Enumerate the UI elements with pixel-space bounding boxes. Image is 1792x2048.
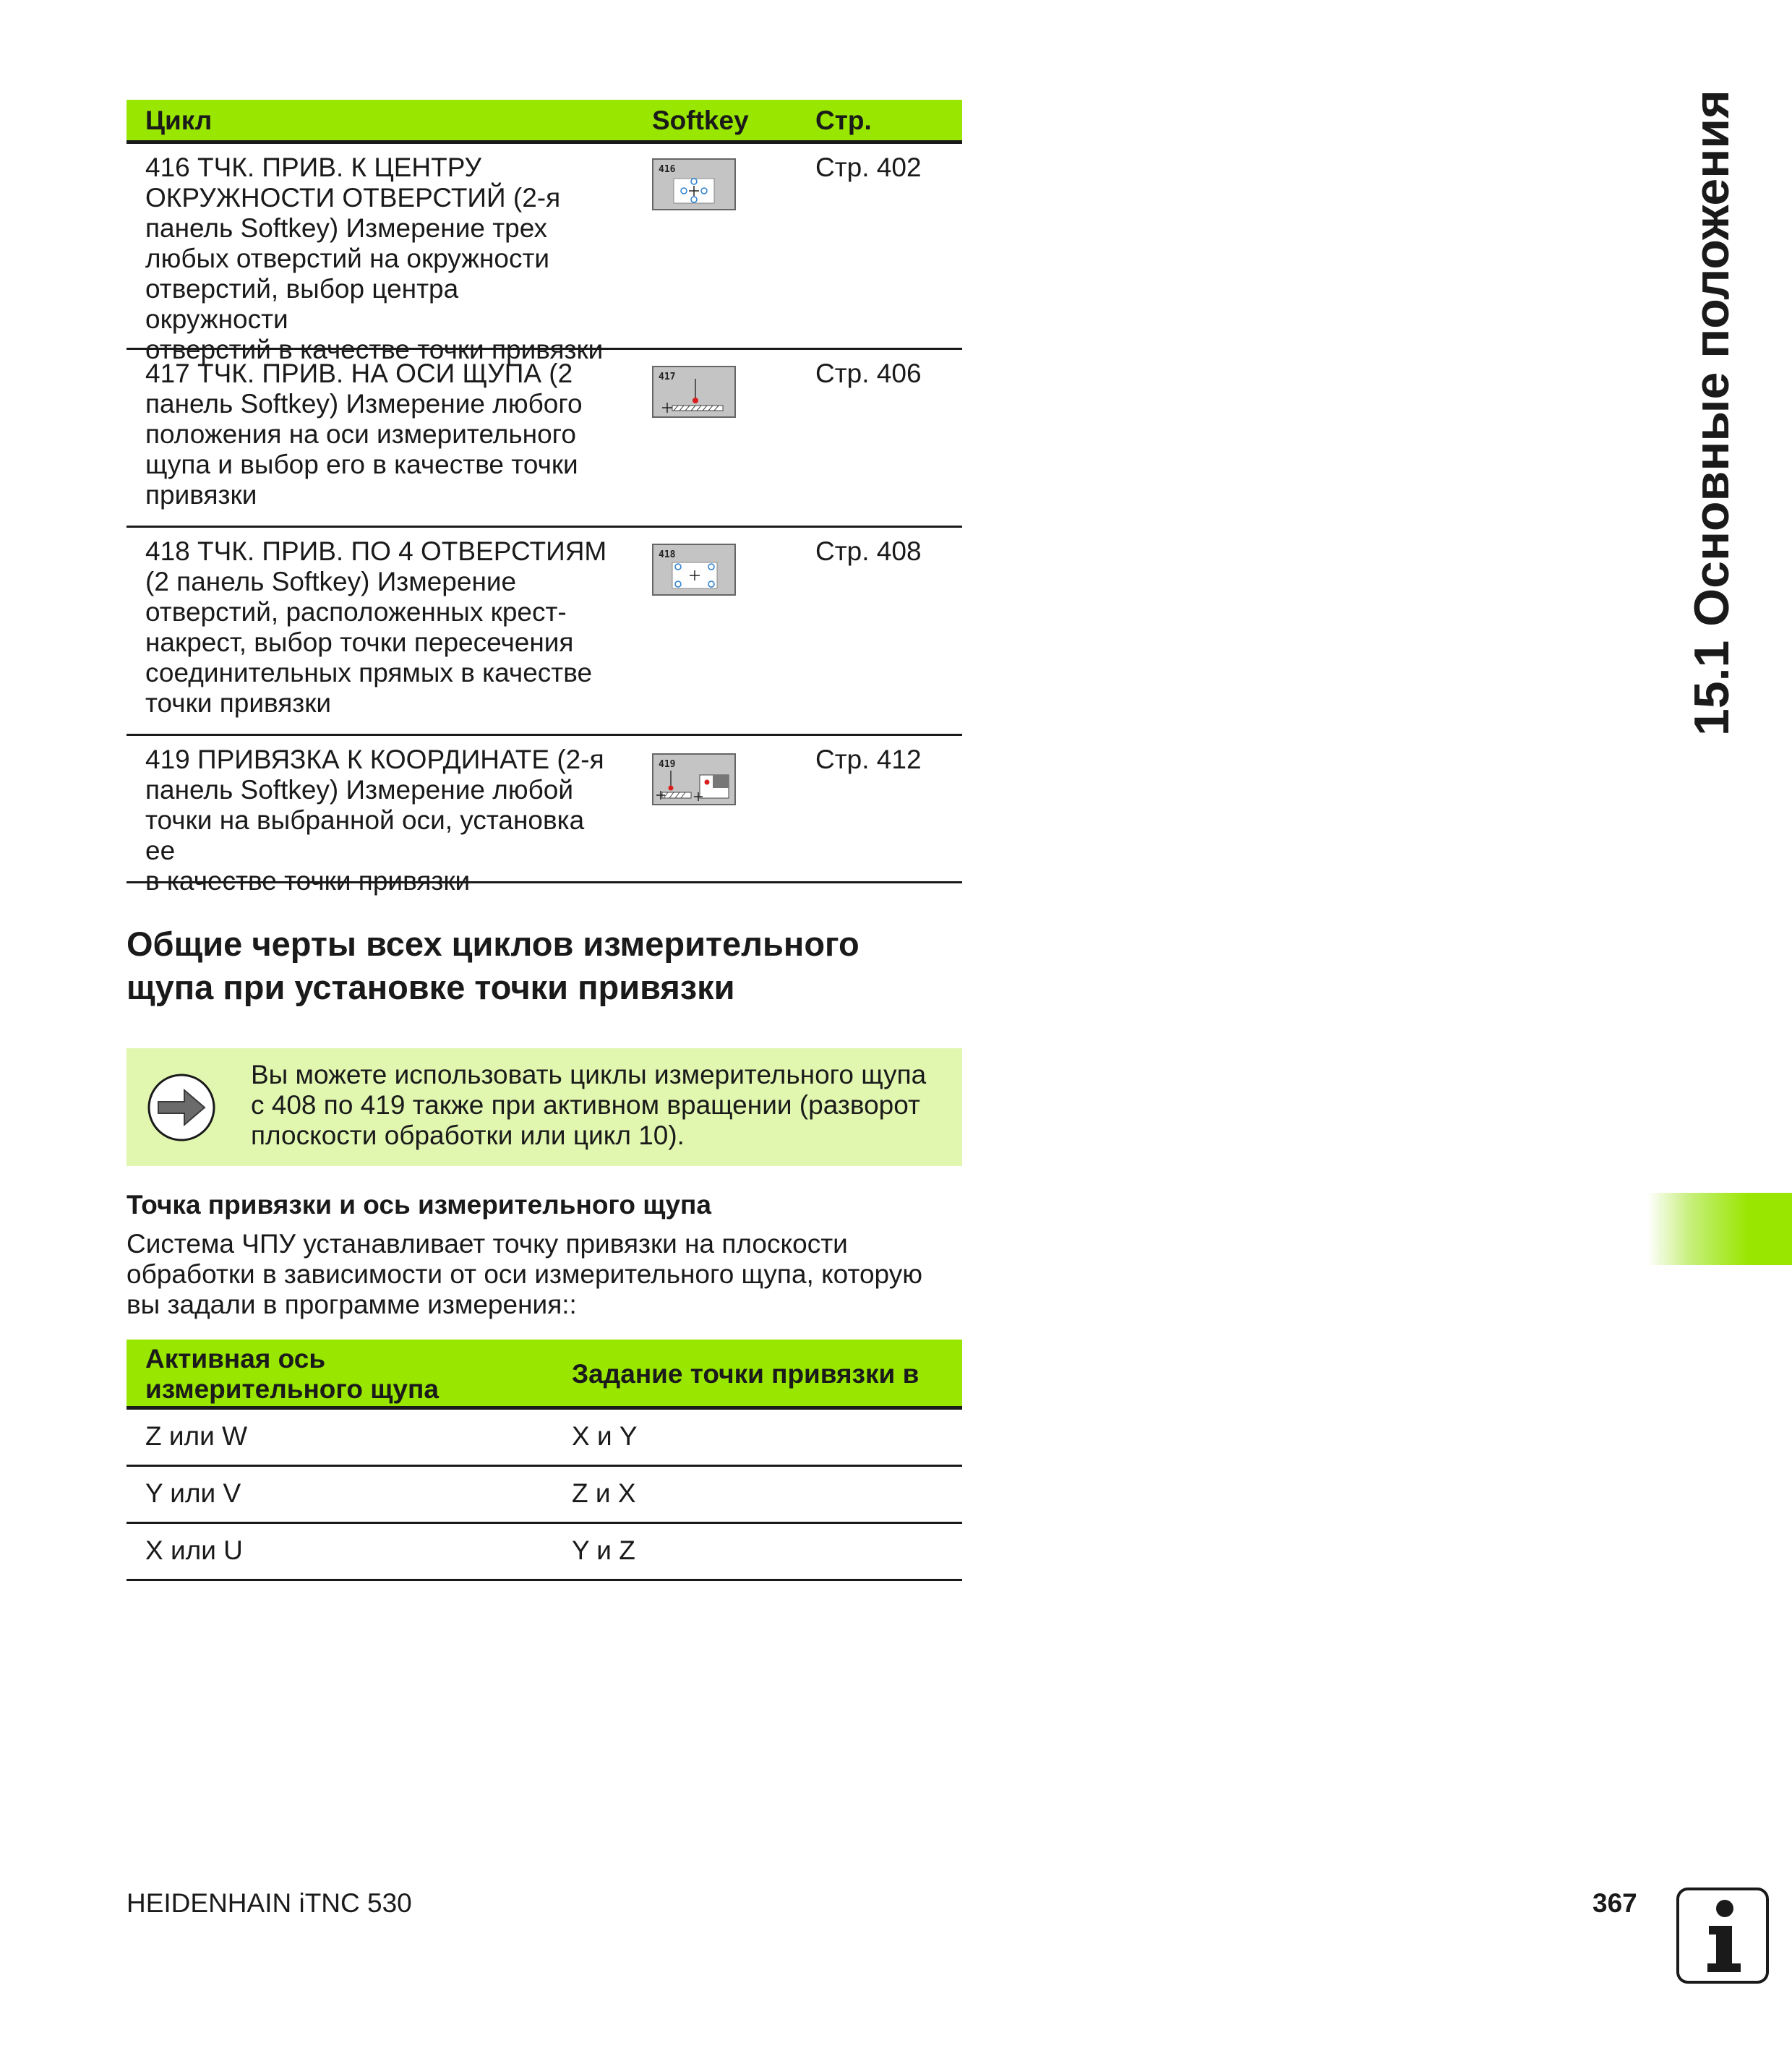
- axis-cell: X или U: [145, 1535, 243, 1565]
- info-icon: [1676, 1887, 1770, 1988]
- desc-line: точки привязки: [145, 688, 332, 718]
- softkey-418-button[interactable]: [652, 544, 736, 596]
- header-line: измерительного щупа: [145, 1374, 439, 1404]
- chapter-tab-marker: [1647, 1193, 1792, 1265]
- section-title: [127, 922, 965, 1009]
- axis-table-header: [127, 1340, 962, 1410]
- footer-product: HEIDENHAIN iTNC 530: [127, 1888, 412, 1918]
- svg-text:416: 416: [659, 164, 676, 175]
- desc-line: 418 ТЧК. ПРИВ. ПО 4 ОТВЕРСТИЯМ: [145, 536, 607, 566]
- desc-line: панель Softkey) Измерение трех: [145, 213, 548, 243]
- desc-line: положения на оси измерительного: [145, 419, 576, 449]
- desc-line: щупа и выбор его в качестве точки: [145, 450, 578, 479]
- note-box: [127, 1048, 962, 1166]
- desc-line: отверстий в качестве точки привязки: [145, 335, 604, 364]
- table-row: [127, 1467, 962, 1524]
- header-page: Стр.: [815, 106, 872, 135]
- table-row: [127, 528, 962, 736]
- softkey-416-button[interactable]: [652, 158, 736, 210]
- arrow-right-icon: [147, 1073, 216, 1146]
- desc-line: привязки: [145, 480, 257, 510]
- note-line: Вы можете использовать циклы измерительного щупа: [251, 1060, 927, 1089]
- desc-line: отверстий, выбор центра окружности: [145, 274, 459, 334]
- desc-line: 416 ТЧК. ПРИВ. К ЦЕНТРУ: [145, 153, 482, 182]
- section-title-line: Общие черты всех циклов измерительного: [127, 925, 859, 963]
- circle-holes-center-icon: [652, 158, 736, 210]
- header-line: Активная ось: [145, 1344, 326, 1374]
- desc-line: соединительных прямых в качестве: [145, 658, 593, 687]
- body-line: Система ЧПУ устанавливает точку привязки на плоскости: [127, 1229, 848, 1259]
- cycle-description: [145, 359, 608, 510]
- desc-line: 417 ТЧК. ПРИВ. НА ОСИ ЩУПА (2: [145, 359, 573, 388]
- table-row: [127, 144, 962, 364]
- table-row: [127, 736, 962, 896]
- note-line: с 408 по 419 также при активном вращении (разворот: [251, 1090, 920, 1120]
- cycle-description: [145, 536, 608, 719]
- note-line: плоскости обработки или цикл 10).: [251, 1121, 685, 1150]
- page-reference: Стр. 402: [815, 153, 922, 182]
- subsection-heading: Точка привязки и ось измерительного щупа: [127, 1190, 711, 1220]
- datum-cell: X и Y: [572, 1421, 638, 1451]
- table-row: [127, 1524, 962, 1581]
- desc-line: накрест, выбор точки пересечения: [145, 627, 574, 657]
- desc-line: 419 ПРИВЯЗКА К КООРДИНАТЕ (2-я: [145, 745, 604, 774]
- axis-cell: Y или V: [145, 1478, 241, 1508]
- desc-line: отверстий, расположенных крест-: [145, 597, 567, 627]
- cycle-description: [145, 745, 608, 896]
- body-paragraph: [127, 1229, 965, 1320]
- table-row: [127, 1410, 962, 1467]
- page-reference: Стр. 412: [815, 745, 922, 774]
- four-holes-icon: [652, 544, 736, 596]
- page-number: 367: [1592, 1888, 1637, 1918]
- table-row: [127, 350, 962, 528]
- cycles-table-header: [127, 100, 962, 144]
- touch-probe-axis-icon: [652, 366, 736, 418]
- svg-text:419: 419: [659, 759, 676, 770]
- header-cycle: Цикл: [145, 106, 213, 135]
- desc-line: (2 панель Softkey) Измерение: [145, 567, 517, 596]
- desc-line: панель Softkey) Измерение любой: [145, 775, 573, 805]
- note-text: [251, 1060, 952, 1151]
- header-active-axis: [145, 1344, 521, 1405]
- section-title-line: щупа при установке точки привязки: [127, 968, 735, 1006]
- svg-text:417: 417: [659, 372, 676, 382]
- header-datum-in: Задание точки привязки в: [572, 1359, 919, 1389]
- header-softkey: Softkey: [652, 106, 749, 135]
- single-axis-datum-icon: [652, 753, 736, 805]
- desc-line: любых отверстий на окружности: [145, 244, 550, 273]
- desc-line: в качестве точки привязки: [145, 866, 471, 896]
- body-line: обработки в зависимости от оси измерительного щупа, которую: [127, 1259, 922, 1289]
- desc-line: панель Softkey) Измерение любого: [145, 389, 583, 419]
- softkey-417-button[interactable]: [652, 366, 736, 418]
- softkey-419-button[interactable]: [652, 753, 736, 805]
- page-reference: Стр. 406: [815, 359, 922, 388]
- desc-line: ОКРУЖНОСТИ ОТВЕРСТИЙ (2-я: [145, 183, 561, 213]
- datum-cell: Y и Z: [572, 1535, 635, 1565]
- page-reference: Стр. 408: [815, 536, 922, 566]
- svg-text:418: 418: [659, 549, 676, 560]
- axis-cell: Z или W: [145, 1421, 248, 1451]
- chapter-side-title: 15.1 Основные положения: [1684, 90, 1739, 736]
- cycles-table: [127, 100, 962, 896]
- axis-table: [127, 1340, 962, 1581]
- body-line: вы задали в программе измерения::: [127, 1290, 577, 1319]
- datum-cell: Z и X: [572, 1478, 636, 1508]
- cycle-description: [145, 153, 608, 365]
- desc-line: точки на выбранной оси, установка ее: [145, 805, 585, 865]
